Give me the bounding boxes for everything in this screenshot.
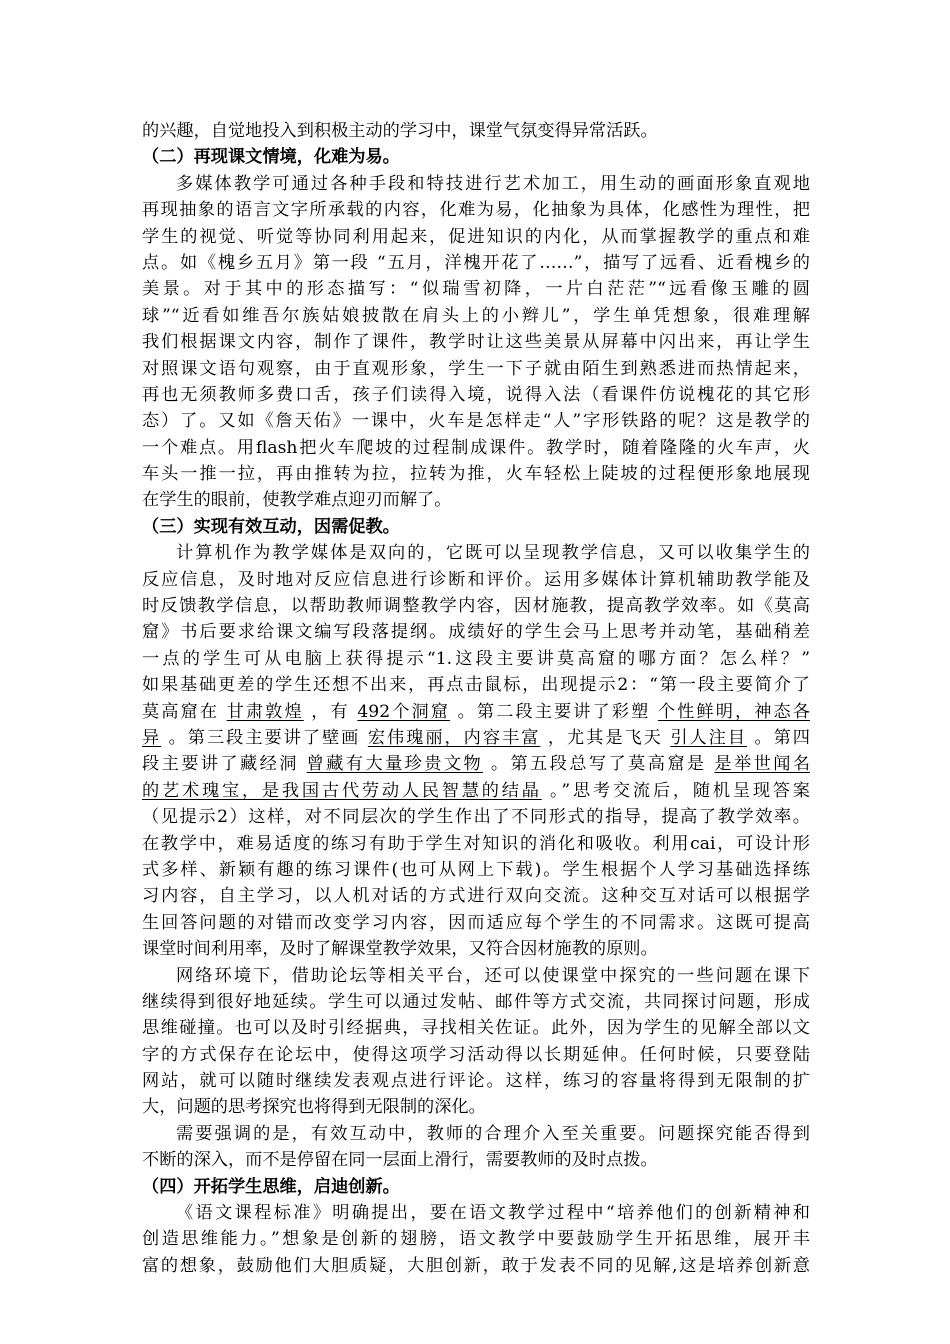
paragraph-line: 美景。对于其中的形态描写：“似瑞雪初降，一片白茫茫”“远看像玉雕的圆	[142, 279, 810, 300]
blank-answer: 曾藏有大量珍贵文物	[306, 754, 484, 775]
paragraph-line: 反应信息，及时地对反应信息进行诊断和评价。运用多媒体计算机辅助教学能及	[142, 569, 810, 590]
paragraph-line: 思维碰撞。也可以及时引经据典，寻找相关佐证。此外，因为学生的见解全部以文	[142, 1018, 810, 1039]
paragraph-line: 不断的深入，而不是停留在同一层面上滑行，需要教师的及时点拨。	[142, 1150, 658, 1171]
paragraph-line: 点。如《槐乡五月》第一段 “五月，洋槐开花了……”，描写了远看、近看槐乡的	[142, 252, 810, 273]
blank-answer: 个性鲜明，神态各	[657, 701, 810, 722]
paragraph-line: 需要强调的是，有效互动中，教师的合理介入至关重要。问题探究能否得到	[176, 1123, 810, 1144]
blank-answer: 引人注目	[670, 727, 748, 748]
line-text: ，有	[303, 701, 358, 722]
blank-answer: 492个洞窟	[357, 701, 451, 722]
paragraph-line	[142, 778, 810, 804]
section-heading-2: （二）再现课文情境，化难为易。	[142, 147, 400, 168]
paragraph-line: （见提示2）这样，对不同层次的学生作出了不同形式的指导，提高了教学效率。	[142, 807, 810, 828]
document-body	[142, 118, 810, 1279]
paragraph-line: 态）了。又如《詹天佑》一课中，火车是怎样走“人”字形铁路的呢？这是教学的	[142, 411, 810, 432]
paragraph-line: 生回答问题的对错而改变学习内容，因而适应每个学生的不同需求。这既可提高	[142, 912, 810, 933]
paragraph-line: 《语文课程标准》明确提出，要在语文教学过程中“培养他们的创新精神和	[176, 1203, 810, 1224]
paragraph-line: 在教学中，难易适度的练习有助于学生对知识的消化和吸收。利用cai，可设计形	[142, 833, 810, 854]
line-text: 。第四	[747, 727, 810, 748]
paragraph-line	[142, 699, 810, 725]
paragraph-line: 车头一推一拉，再由推转为拉，拉转为推，火车轻松上陡坡的过程便形象地展现	[142, 464, 810, 485]
paragraph-line: 字的方式保存在论坛中，使得这项学习活动得以长期延伸。任何时候，只要登陆	[142, 1044, 810, 1065]
paragraph-line: 计算机作为教学媒体是双向的，它既可以呈现教学信息，又可以收集学生的	[176, 543, 810, 564]
paragraph-line: 如果基础更差的学生还想不出来，再点击鼠标，出现提示2：“第一段主要简介了	[142, 675, 810, 696]
section-heading-3: （三）实现有效互动，因需促教。	[142, 516, 400, 537]
paragraph-line: 式多样、新颖有趣的练习课件(也可从网上下载)。学生根据个人学习基础选择练	[142, 859, 810, 880]
blank-answer: 宏伟瑰丽，内容丰富	[367, 727, 541, 748]
paragraph-line	[142, 725, 810, 751]
line-text: ，尤其是飞天	[540, 727, 671, 748]
paragraph-line: 大，问题的思考探究也将得到无限制的深化。	[142, 1097, 486, 1118]
paragraph-line: 网络环境下，借助论坛等相关平台，还可以使课堂中探究的一些问题在课下	[176, 965, 810, 986]
paragraph-line: 多媒体教学可通过各种手段和特技进行艺术加工，用生动的画面形象直观地	[176, 173, 810, 194]
paragraph-line	[142, 751, 810, 777]
section-heading-4: （四）开拓学生思维，启迪创新。	[142, 1176, 400, 1197]
blank-answer: 的艺术瑰宝，是我国古代劳动人民智慧的结晶	[142, 780, 542, 801]
paragraph-line: 在学生的眼前，使教学难点迎刃而解了。	[142, 490, 452, 511]
blank-answer: 是举世闻名	[714, 754, 810, 775]
paragraph-line: 习内容，自主学习，以人机对话的方式进行双向交流。这种交互对话可以根据学	[142, 886, 810, 907]
paragraph-line: 球”“近看如维吾尔族姑娘披散在肩头上的小辫儿”，学生单凭想象，很难理解	[142, 305, 810, 326]
paragraph-line: 对照课文语句观察，由于直观形象，学生一下子就由陌生到熟悉进而热情起来，	[142, 358, 810, 379]
line-text: 。第二段主要讲了彩塑	[450, 701, 658, 722]
blank-answer: 异	[142, 727, 162, 748]
line-text: 。第三段主要讲了壁画	[161, 727, 368, 748]
paragraph-line: 再也无须教师多费口舌，孩子们读得入境，说得入法（看课件仿说槐花的其它形	[142, 384, 810, 405]
paragraph-line: 创造思维能力。”想象是创新的翅膀，语文教学中要鼓励学生开拓思维，展开丰	[142, 1229, 810, 1250]
paragraph-line: 再现抽象的语言文字所承载的内容，化难为易，化抽象为具体，化感性为理性，把	[142, 200, 810, 221]
line-text: 。”思考交流后，随机呈现答案	[541, 780, 810, 801]
line-text: 段主要讲了藏经洞	[142, 754, 307, 775]
paragraph-line: 学生的视觉、听觉等协同利用起来，促进知识的内化，从而掌握教学的重点和难	[142, 226, 810, 247]
line-text: 莫高窟在	[142, 701, 227, 722]
paragraph-line: 课堂时间利用率，及时了解课堂教学效果，又符合因材施教的原则。	[142, 939, 658, 960]
blank-answer: 甘肃敦煌	[226, 701, 304, 722]
paragraph-line: 窟》书后要求给课文编写段落提纲。成绩好的学生会马上思考并动笔，基础稍差	[142, 622, 810, 643]
paragraph-line: 富的想象，鼓励他们大胆质疑，大胆创新，敢于发表不同的见解,这是培养创新意	[142, 1255, 810, 1276]
paragraph-line: 一点的学生可从电脑上获得提示“1.这段主要讲莫高窟的哪方面？怎么样？”	[142, 648, 810, 669]
paragraph-line: 网站，就可以随时继续发表观点进行评论。这样，练习的容量将得到无限制的扩	[142, 1071, 810, 1092]
paragraph-line: 我们根据课文内容，制作了课件，教学时让这些美景从屏幕中闪出来，再让学生	[142, 332, 810, 353]
paragraph-line: 继续得到很好地延续。学生可以通过发帖、邮件等方式交流，共同探讨问题，形成	[142, 991, 810, 1012]
paragraph-line: 一个难点。用flash把火车爬坡的过程制成课件。教学时，随着隆隆的火车声，火	[142, 437, 810, 458]
paragraph-line: 时反馈教学信息，以帮助教师调整教学内容，因材施教，提高教学效率。如《莫高	[142, 596, 810, 617]
line-text: 。第五段总写了莫高窟是	[483, 754, 715, 775]
paragraph-line: 的兴趣，自觉地投入到积极主动的学习中，课堂气氛变得异常活跃。	[142, 121, 658, 141]
